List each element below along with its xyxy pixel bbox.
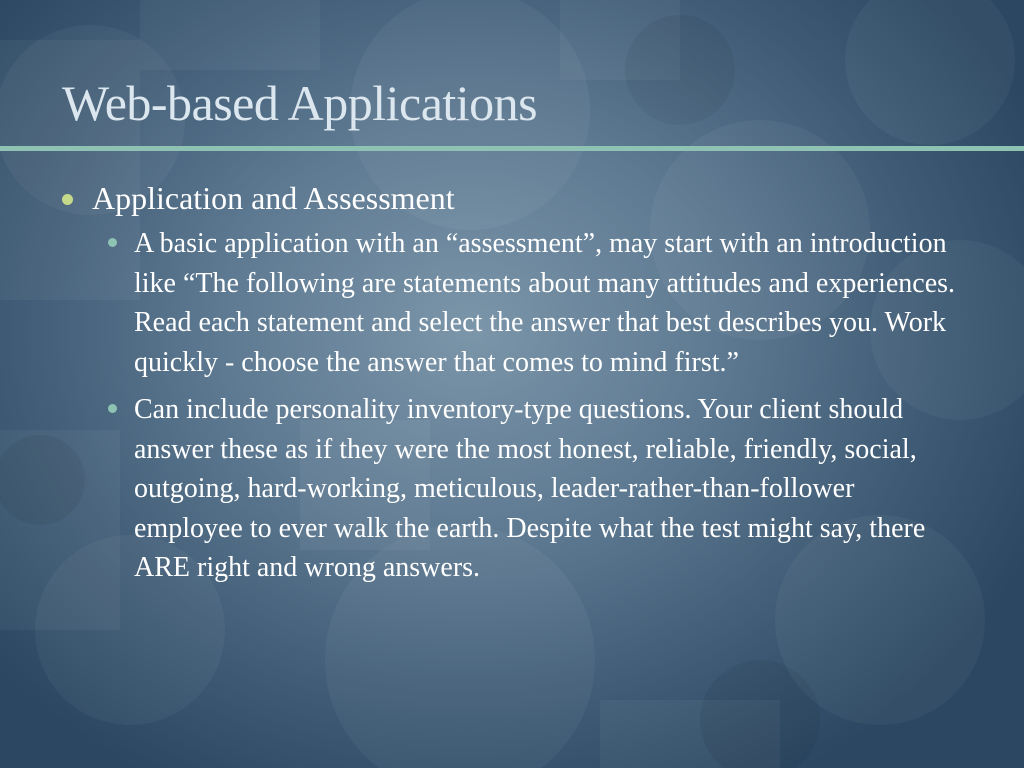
slide-title: Web-based Applications — [62, 75, 538, 131]
bullet-level2-text: Can include personality inventory-type questions. Your client should answer these as if they were the most honest, reliable, friendly, social, outgoing, hard-working, meticulous, leader-rather-than-follower employee to ever walk the earth. Despite what the test might say, there ARE right and wrong answers. — [134, 394, 926, 583]
title-region — [0, 0, 1024, 150]
bullet-level2-text: A basic application with an “assessment”, may start with an introduction like “The following are statements about many attitudes and experiences. Read each statement and select the answer that best describes you. Work quickly - choose the answer that comes to mind first.” — [134, 228, 956, 378]
title-divider-line — [0, 146, 1024, 151]
bullet-level1-item — [62, 178, 967, 218]
bullet-level2-item — [62, 224, 967, 382]
slide-body — [62, 178, 967, 596]
bullet-level1-text: Application and Assessment — [92, 180, 455, 216]
bullet-dot-icon — [108, 404, 117, 413]
bullet-dot-icon — [108, 238, 117, 247]
bullet-level2-item — [62, 390, 967, 588]
bullet-dot-icon — [62, 194, 73, 205]
